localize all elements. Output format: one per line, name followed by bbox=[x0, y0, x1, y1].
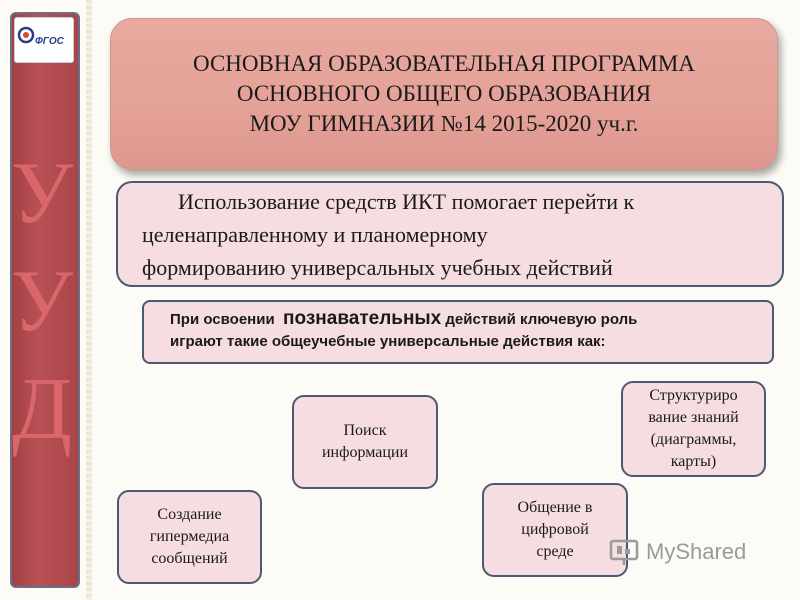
fgos-logo bbox=[14, 17, 74, 63]
item-structuring-line-4: карты) bbox=[670, 453, 717, 470]
ict-line-3: формированию универсальных учебных действий bbox=[142, 255, 613, 280]
watermark bbox=[608, 537, 746, 567]
logo-text: ФГОС bbox=[35, 36, 64, 47]
title-line-2: ОСНОВНОГО ОБЩЕГО ОБРАЗОВАНИЯ bbox=[236, 81, 652, 106]
title-line-1: ОСНОВНАЯ ОБРАЗОВАТЕЛЬНАЯ ПРОГРАММА bbox=[193, 51, 695, 76]
ict-line-1: Использование средств ИКТ помогает перейти к bbox=[178, 189, 635, 214]
item-structuring-line-2: вание знаний bbox=[648, 409, 739, 426]
item-communication-line-1: Общение в bbox=[517, 499, 593, 516]
cognitive-post: действий ключевую роль bbox=[445, 311, 638, 328]
sidebar-letter-2: У bbox=[10, 253, 74, 350]
item-structuring-line-1: Структуриро bbox=[649, 387, 738, 404]
presentation-icon bbox=[608, 537, 642, 567]
item-communication-line-2: цифровой bbox=[521, 521, 589, 538]
decorative-stripes bbox=[86, 0, 92, 600]
cognitive-line-2: играют такие общеучебные универсальные действия как: bbox=[170, 333, 606, 350]
fgos-emblem-icon bbox=[17, 22, 35, 48]
item-communication bbox=[482, 483, 628, 577]
item-structuring-line-3: (диаграммы, bbox=[650, 431, 737, 448]
watermark-text: MyShared bbox=[646, 539, 747, 564]
item-communication-line-3: среде bbox=[536, 543, 574, 560]
sidebar-letter-3: Д bbox=[11, 361, 73, 458]
item-search bbox=[292, 395, 438, 489]
item-search-line-2: информации bbox=[321, 444, 409, 461]
sidebar-letter-1: У bbox=[10, 145, 74, 242]
title-box bbox=[110, 18, 778, 170]
cognitive-highlight: познавательных bbox=[283, 308, 442, 329]
item-hypermedia-line-3: сообщений bbox=[151, 550, 228, 567]
item-hypermedia bbox=[117, 490, 262, 584]
title-line-3: МОУ ГИМНАЗИИ №14 2015-2020 уч.г. bbox=[249, 111, 639, 136]
cognitive-pre: При освоении bbox=[170, 311, 275, 328]
ict-line-2: целенаправленному и планомерному bbox=[142, 222, 488, 247]
item-structuring bbox=[621, 381, 766, 477]
cognitive-actions-box bbox=[142, 300, 774, 364]
item-hypermedia-line-1: Создание bbox=[157, 506, 222, 523]
item-search-line-1: Поиск bbox=[343, 422, 387, 439]
ict-statement-box bbox=[116, 181, 784, 287]
item-hypermedia-line-2: гипермедиа bbox=[149, 528, 230, 545]
